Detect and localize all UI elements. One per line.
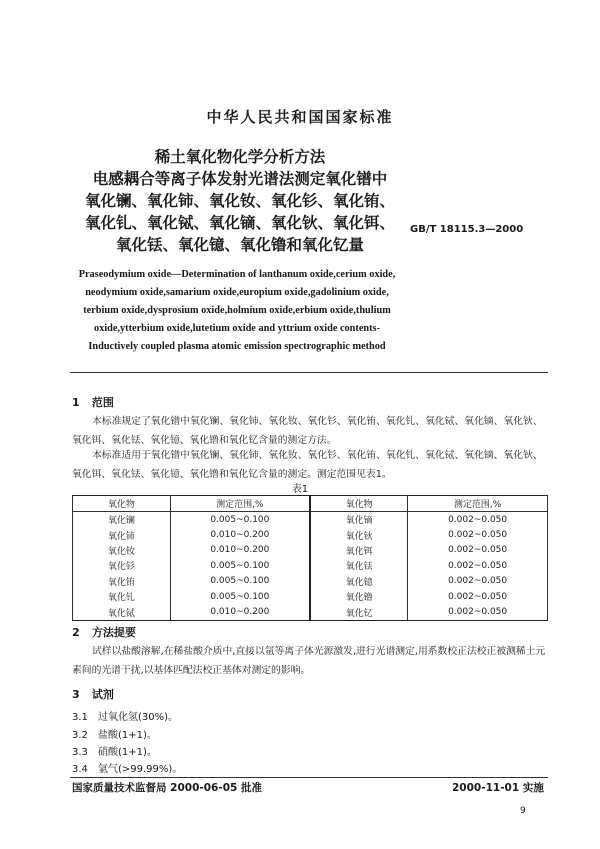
table-cell: 氧化铕 — [73, 574, 171, 589]
table-caption: 表1 — [291, 484, 309, 495]
document-title — [60, 146, 420, 256]
table-row — [73, 574, 548, 589]
table-cell: 氧化钬 — [310, 527, 408, 542]
standard-code: GB/T 18115.3—2000 — [410, 224, 524, 235]
english-title-line: terbium oxide,dysprosium oxide,holmium oxide,erbium oxide,thulium — [83, 305, 391, 316]
section-1-paragraph-1: 本标准规定了氧化镨中氧化镧、氧化铈、氧化钕、氧化钐、氧化铕、氧化钆、氧化铽、氧化镝、氧化钬、氧化铒、氧化铥、氧化镱、氧化镥和氧化钇含量的测定方法。 — [72, 416, 543, 446]
reagent-number: 3.1 — [72, 712, 88, 723]
table-cell: 氧化镧 — [73, 512, 171, 528]
title-line: 稀土氧化物化学分析方法 — [154, 148, 326, 166]
table-cell: 氧化钆 — [73, 589, 171, 604]
table-cell: 0.002~0.050 — [408, 543, 548, 558]
section-2-paragraph: 试样以盐酸溶解,在稀盐酸介质中,直接以氩等离子体光源激发,进行光谱测定,用系数校正法校正被测稀土元素间的光谱干扰,以基体匹配法校正基体对测定的影响。 — [72, 646, 546, 676]
table-row — [73, 512, 548, 528]
table-header-cell: 测定范围,% — [170, 496, 310, 512]
section-number: 3 — [72, 688, 80, 701]
table-cell: 0.005~0.100 — [170, 512, 310, 528]
section-1-heading — [72, 394, 114, 410]
reagent-item — [72, 726, 157, 741]
table-cell: 氧化镥 — [310, 589, 408, 604]
page-number: 9 — [520, 806, 526, 816]
table-cell: 0.002~0.050 — [408, 527, 548, 542]
table-cell: 0.010~0.200 — [170, 604, 310, 620]
table-cell: 0.010~0.200 — [170, 543, 310, 558]
table-cell: 氧化铒 — [310, 543, 408, 558]
table-cell: 0.002~0.050 — [408, 574, 548, 589]
table-cell: 0.002~0.050 — [408, 558, 548, 573]
reagent-item — [72, 760, 182, 775]
table-cell: 0.005~0.100 — [170, 589, 310, 604]
table-cell: 0.005~0.100 — [170, 574, 310, 589]
table-row — [73, 604, 548, 620]
table-row — [73, 558, 548, 573]
table-cell: 0.002~0.050 — [408, 589, 548, 604]
table-cell: 氧化铥 — [310, 558, 408, 573]
table-header-row — [73, 496, 548, 512]
implementation-date: 2000-11-01 实施 — [452, 782, 544, 794]
title-line: 电感耦合等离子体发射光谱法测定氧化镨中 — [92, 170, 388, 188]
header-divider — [70, 372, 548, 373]
reagent-text: 氩气(>99.99%)。 — [98, 764, 183, 775]
table-cell: 氧化钇 — [310, 604, 408, 620]
english-title-line: Inductively coupled plasma atomic emission spectrographic method — [88, 341, 386, 352]
title-line: 氧化铥、氧化镱、氧化镥和氧化钇量 — [115, 236, 364, 254]
english-title-line: Praseodymium oxide—Determination of lanthanum oxide,cerium oxide, — [78, 269, 396, 280]
english-title-line: oxide,ytterbium oxide,lutetium oxide and yttrium oxide contents- — [93, 323, 380, 334]
table-cell: 氧化铽 — [73, 604, 171, 620]
section-2-heading — [72, 624, 136, 640]
approval-statement: 国家质量技术监督局 2000-06-05 批准 — [72, 782, 262, 794]
table-cell: 0.010~0.200 — [170, 527, 310, 542]
section-3-heading — [72, 686, 114, 702]
section-number: 1 — [72, 396, 80, 409]
table-row — [73, 589, 548, 604]
table-cell: 氧化钐 — [73, 558, 171, 573]
table-cell: 氧化镝 — [310, 512, 408, 528]
title-line: 氧化钆、氧化铽、氧化镝、氧化钬、氧化铒、 — [84, 214, 395, 232]
table-header-cell: 氧化物 — [310, 496, 408, 512]
section-title: 范围 — [91, 396, 114, 409]
footer-divider — [70, 777, 548, 778]
table-cell: 氧化钕 — [73, 543, 171, 558]
table-header-cell: 氧化物 — [73, 496, 171, 512]
reagent-text: 盐酸(1+1)。 — [98, 730, 157, 741]
reagent-number: 3.4 — [72, 764, 88, 775]
reagent-number: 3.3 — [72, 747, 88, 758]
table-cell: 氧化镱 — [310, 574, 408, 589]
measurement-range-table — [72, 495, 548, 621]
section-title: 试剂 — [91, 688, 114, 701]
table-cell: 0.005~0.100 — [170, 558, 310, 573]
reagent-text: 硝酸(1+1)。 — [98, 747, 157, 758]
table-cell: 氧化铈 — [73, 527, 171, 542]
reagent-number: 3.2 — [72, 730, 88, 741]
national-standard-header: 中华人民共和国国家标准 — [206, 108, 394, 126]
table-cell: 0.002~0.050 — [408, 512, 548, 528]
reagent-item — [72, 743, 157, 758]
english-title-line: neodymium oxide,samarium oxide,europium oxide,gadolinium oxide, — [85, 287, 389, 298]
reagent-item — [72, 708, 178, 723]
table-row — [73, 527, 548, 542]
table-header-cell: 测定范围,% — [408, 496, 548, 512]
title-line: 氧化镧、氧化铈、氧化钕、氧化钐、氧化铕、 — [84, 192, 395, 210]
reagent-text: 过氧化氢(30%)。 — [98, 712, 179, 723]
section-number: 2 — [72, 626, 80, 639]
english-title — [62, 266, 412, 356]
section-1-paragraph-2: 本标准适用于氧化镨中氧化镧、氧化铈、氧化钕、氧化钐、氧化铕、氧化钆、氧化铽、氧化镝、氧化钬、氧化铒、氧化铥、氧化镱、氧化镥和氧化钇含量的测定。测定范围见表1。 — [72, 450, 543, 480]
section-title: 方法提要 — [91, 626, 136, 639]
table-row — [73, 543, 548, 558]
table-cell: 0.002~0.050 — [408, 604, 548, 620]
